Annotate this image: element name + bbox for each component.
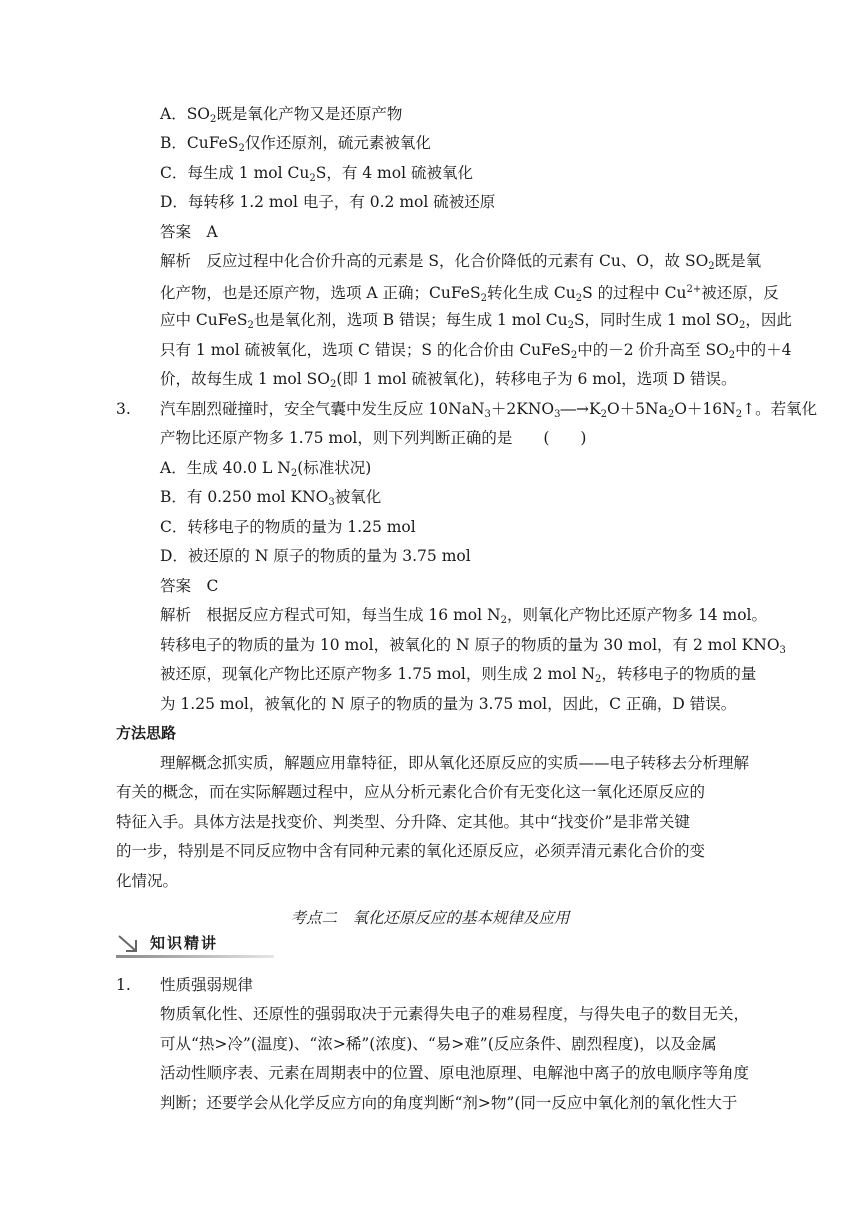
q3-number: 3. <box>116 400 131 418</box>
text-run: 被还原，现氧化产物比还原产物多 1.75 mol，则生成 2 mol N <box>160 665 596 683</box>
text-run: 既是氧 <box>714 252 762 270</box>
q3-stem-line <box>160 428 586 448</box>
text-run: (即 1 mol 硫被氧化)，转移电子为 6 mol，选项 D 错误。 <box>336 370 737 388</box>
q2-analysis-line <box>160 369 737 395</box>
banner-label: 知识精讲 <box>150 934 219 952</box>
text-run: ，则氧化产物比还原产物多 14 mol。 <box>506 606 768 624</box>
text-run: 转化生成 Cu <box>486 284 576 302</box>
text-run: 只有 1 mol 硫被氧化，选项 C 错误；S 的化合价由 CuFeS <box>160 341 571 359</box>
text-run: 化产物，也是还原产物，选项 A 正确；CuFeS <box>160 284 481 302</box>
text-run: 汽车剧烈碰撞时，安全气囊中发生反应 10NaN <box>160 400 485 418</box>
subscript: 2 <box>735 409 743 420</box>
subscript: 2 <box>247 320 254 331</box>
text-run: 转移电子的物质的量为 10 mol，被氧化的 N 原子的物质的量为 30 mol，有 2 mol KNO <box>160 636 780 654</box>
q3-analysis-line <box>160 605 767 631</box>
text-run: ，转移电子的物质的量 <box>601 665 757 683</box>
text-run: D．被还原的 N 原子的物质的量为 3.75 mol <box>160 547 471 565</box>
q3-analysis-line <box>160 694 736 714</box>
text-run: S，同时生成 1 mol SO <box>573 311 740 329</box>
text-run: ↑。若氧化 <box>742 400 818 418</box>
subscript: 2 <box>739 320 746 331</box>
text-run: 为 1.25 mol，被氧化的 N 原子的物质的量为 3.75 mol，因此，C 正确，D 错误。 <box>160 695 737 713</box>
subscript: 3 <box>554 409 561 420</box>
q2-option-b: B．CuFeS$_2$仅作还原剂，硫元素被氧化 <box>160 134 431 154</box>
point1-title: 性质强弱规律 <box>160 976 254 994</box>
point1-line: 可从“热>冷”(温度)、“浓>稀”(浓度)、“易>难”(反应条件、剧烈程度)，以及金属 <box>160 1035 717 1053</box>
text-run: 被还原，反 <box>701 284 779 302</box>
text-run: 应中 CuFeS <box>160 311 248 329</box>
q3-analysis-line <box>160 664 756 690</box>
method-line: 特征入手。具体方法是找变价、判类型、分升降、定其他。其中“找变价”是非常关键 <box>116 813 690 831</box>
text-run: O＋16N <box>674 400 736 418</box>
section-title: 考点二 氧化还原反应的基本规律及应用 <box>290 909 570 927</box>
subscript: 2 <box>480 293 487 304</box>
q3-option-b <box>160 487 381 513</box>
point1-line: 判断；还要学会从化学反应方向的角度判断“剂>物”(同一反应中氧化剂的氧化性大于 <box>160 1094 738 1112</box>
text-run: 解析 根据反应方程式可知，每当生成 16 mol N <box>160 606 501 624</box>
method-line: 理解概念抓实质，解题应用靠特征，即从氧化还原反应的实质——电子转移去分析理解 <box>160 754 750 772</box>
q3-analysis-line <box>160 635 786 661</box>
point1-number: 1. <box>116 976 131 994</box>
subscript: 2 <box>575 293 583 304</box>
section-banner <box>116 932 274 958</box>
point1-line: 物质氧化性、还原性的强弱取决于元素得失电子的难易程度，与得失电子的数目无关， <box>160 1005 750 1023</box>
q2-analysis-line <box>160 340 792 366</box>
subscript: 2 <box>708 261 715 272</box>
text-run: (标准状况) <box>297 459 372 477</box>
point1-line: 活动性顺序表、元素在周期表中的位置、原电池原理、电解池中离子的放电顺序等角度 <box>160 1064 750 1082</box>
subscript: 2 <box>500 615 507 626</box>
text-run: 中的－2 价升高至 SO <box>577 341 729 359</box>
text-run: ―→K <box>560 400 601 418</box>
q3-answer: 答案 C <box>160 577 219 595</box>
text-run: 被氧化 <box>334 488 382 506</box>
subscript: 2 <box>329 379 337 390</box>
subscript: 2 <box>290 468 298 479</box>
subscript: 2 <box>567 320 574 331</box>
subscript: 2 <box>667 409 675 420</box>
method-line: 化情况。 <box>116 872 179 890</box>
text-run: O＋5Na <box>606 400 668 418</box>
text-run: ＋2KNO <box>490 400 555 418</box>
subscript: 3 <box>779 645 786 656</box>
q2-analysis-line <box>160 280 779 309</box>
subscript: 2 <box>570 350 578 361</box>
text-run: 产物比还原产物多 1.75 mol，则下列判断正确的是 ( ) <box>160 429 587 447</box>
subscript: 3 <box>328 497 335 508</box>
text-run: 中的＋4 <box>735 341 792 359</box>
text-run: S 的过程中 Cu <box>582 284 687 302</box>
text-run: B．有 0.250 mol KNO <box>160 488 329 506</box>
q2-option-d: D．每转移 1.2 mol 电子，有 0.2 mol 硫被还原 <box>160 193 496 211</box>
text-run: A．生成 40.0 L N <box>160 459 291 477</box>
subscript: 2 <box>600 409 607 420</box>
text-run: 价，故每生成 1 mol SO <box>160 370 330 388</box>
arrow-icon <box>116 934 142 954</box>
method-line: 有关的概念，而在实际解题过程中，应从分析元素化合价有无变化这一氧化还原反应的 <box>116 783 706 801</box>
q3-option-c <box>160 517 416 537</box>
subscript: 2 <box>728 350 736 361</box>
subscript: 3 <box>484 409 491 420</box>
method-heading: 方法思路 <box>116 724 177 742</box>
q2-option-a: A．$SO_2$既是氧化产物又是还原产物 <box>160 105 403 125</box>
q3-option-a <box>160 458 371 484</box>
subscript: 2 <box>595 674 602 685</box>
text-run: ，因此 <box>745 311 792 329</box>
text-run: C．转移电子的物质的量为 1.25 mol <box>160 518 416 536</box>
q2-analysis-line <box>160 251 761 277</box>
q2-answer: 答案 A <box>160 223 218 241</box>
superscript: 2+ <box>686 284 702 295</box>
text-run: 解析 反应过程中化合价升高的元素是 S，化合价降低的元素有 Cu、O，故 SO <box>160 252 709 270</box>
q2-analysis-line <box>160 310 792 336</box>
text-run: 也是氧化剂，选项 B 错误；每生成 1 mol Cu <box>253 311 568 329</box>
method-line: 的一步，特别是不同反应物中含有同种元素的氧化还原反应，必须弄清元素化合价的变 <box>116 842 706 860</box>
q3-option-d <box>160 546 471 566</box>
q3-stem-line <box>160 399 817 425</box>
banner-underline <box>116 955 274 958</box>
q2-option-c: C．每生成 1 mol $Cu_2S$，有 4 mol 硫被氧化 <box>160 164 473 184</box>
